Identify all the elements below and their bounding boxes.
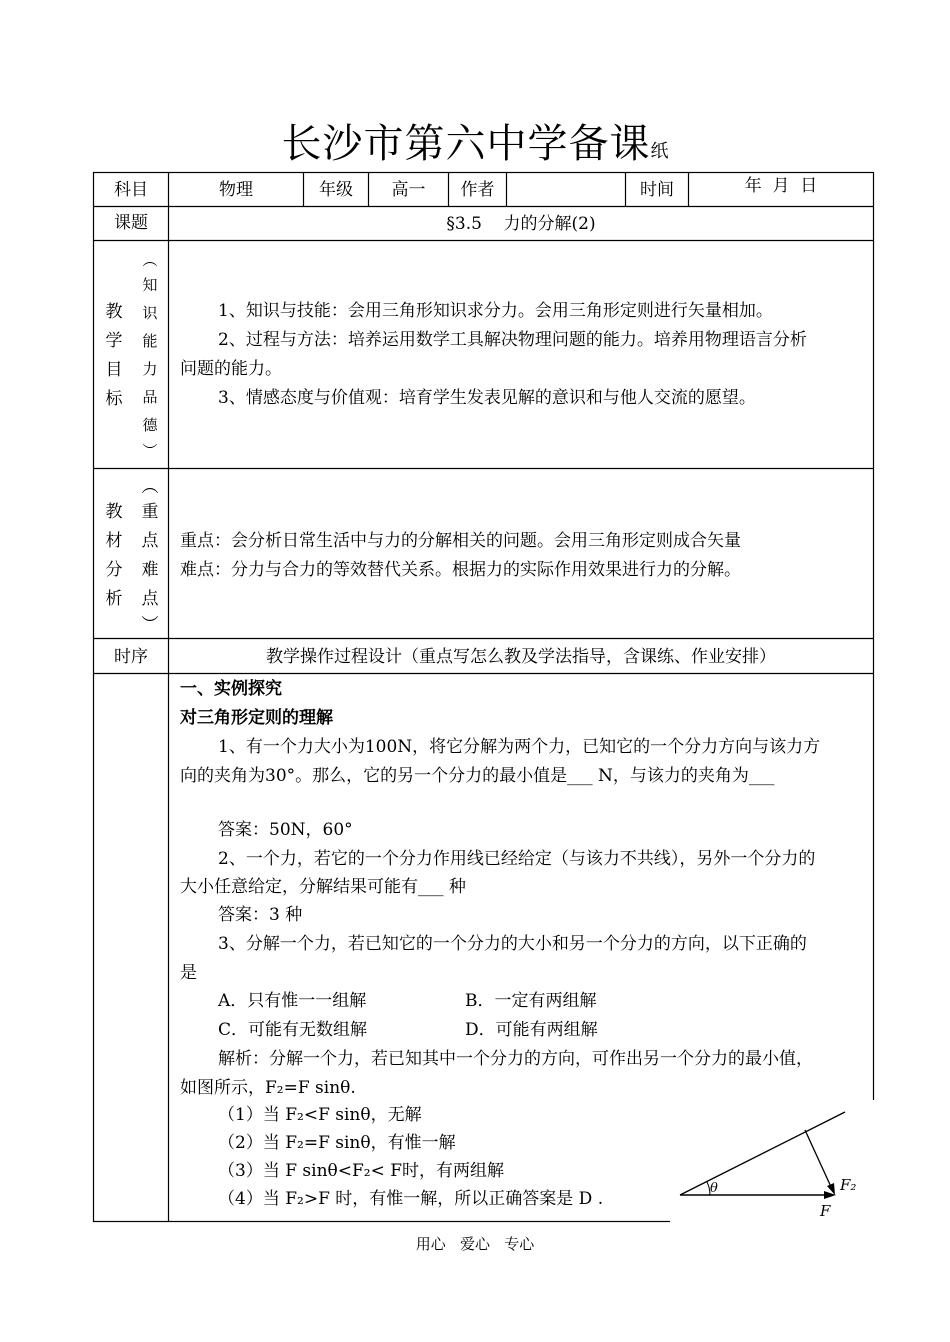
goal-attitude: 3、情感态度与价值观：培育学生发表见解的意识和与他人交流的愿望。 xyxy=(218,388,756,408)
goal-knowledge: 1、知识与技能：会用三角形知识求分力。会用三角形定则进行矢量相加。 xyxy=(218,301,773,321)
material-sub-char: 重 xyxy=(141,502,159,522)
question-2-line-2: 大小任意给定，分解结果可能有___ 种 xyxy=(180,877,466,897)
key-point: 重点：会分析日常生活中与力的分解相关的问题。会用三角形定则成合矢量 xyxy=(180,531,741,551)
goals-label-char: 目 xyxy=(105,360,123,380)
goals-sub-char: ︶ xyxy=(142,442,158,460)
material-sub-char: 难 xyxy=(141,560,159,580)
difficulty: 难点：分力与合力的等效替代关系。根据力的实际作用效果进行力的分解。 xyxy=(180,560,741,580)
option-d: D．可能有两组解 xyxy=(465,1020,598,1040)
topic-label: 课题 xyxy=(114,213,148,233)
force-diagram xyxy=(670,1100,880,1225)
section-heading: 一、实例探究 xyxy=(180,679,282,699)
material-label-char: 分 xyxy=(105,560,123,580)
goals-sub-char: 德 xyxy=(142,416,158,434)
question-1-line-2: 向的夹角为30°。那么，它的另一个分力的最小值是___ N，与该力的夹角为___ xyxy=(180,766,775,786)
section-subheading: 对三角形定则的理解 xyxy=(180,708,333,728)
page-footer: 用心 爱心 专心 xyxy=(415,1235,535,1253)
material-sub-char: ︶ xyxy=(141,615,159,635)
material-label-char: 析 xyxy=(105,589,123,609)
title-suffix: 纸 xyxy=(650,141,669,162)
case-4: （4）当 F₂>F 时，有惟一解，所以正确答案是 D . xyxy=(218,1189,604,1209)
goals-sub-char: 识 xyxy=(142,304,158,322)
time-value: 年 月 日 xyxy=(744,176,818,196)
subject-label: 科目 xyxy=(114,180,148,200)
goals-label-char: 教 xyxy=(105,302,123,322)
topic-value: §3.5 力的分解(2) xyxy=(446,214,596,234)
goals-sub-char: 品 xyxy=(142,388,158,406)
question-2-answer: 答案：3 种 xyxy=(218,905,303,925)
case-1: （1）当 F₂<F sinθ，无解 xyxy=(218,1105,422,1125)
design-label: 教学操作过程设计（重点写怎么教及学法指导，含课练、作业安排） xyxy=(266,647,776,667)
goals-label-char: 标 xyxy=(105,389,123,409)
figure-background xyxy=(670,1100,880,1225)
question-2-line-1: 2、一个力，若它的一个分力作用线已经给定（与该力不共线），另外一个分力的 xyxy=(218,849,816,869)
author-label: 作者 xyxy=(460,180,495,200)
goals-sub-char: 能 xyxy=(142,332,158,350)
goals-sub-char: 知 xyxy=(142,276,158,294)
material-sub-char: 点 xyxy=(141,531,159,551)
material-sub-char: 点 xyxy=(141,589,159,609)
option-c: C．可能有无数组解 xyxy=(218,1020,368,1040)
theta-label: θ xyxy=(710,1181,718,1196)
material-sub-char: ︵ xyxy=(141,477,159,497)
option-a: A．只有惟一一组解 xyxy=(218,991,367,1011)
time-seq-label: 时序 xyxy=(114,647,148,667)
material-label-char: 教 xyxy=(105,502,123,522)
f2-label: F₂ xyxy=(840,1176,857,1194)
question-3-line-2: 是 xyxy=(180,963,197,983)
goals-sub-char: 力 xyxy=(142,360,158,378)
goal-process-cont: 问题的能力。 xyxy=(180,359,282,379)
case-2: （2）当 F₂=F sinθ，有惟一解 xyxy=(218,1133,456,1153)
f-label: F xyxy=(820,1202,831,1220)
question-1-answer: 答案：50N，60° xyxy=(218,820,353,840)
option-b: B．一定有两组解 xyxy=(465,991,597,1011)
material-label-char: 材 xyxy=(105,531,123,551)
title-main: 长沙市第六中学备课 xyxy=(281,121,651,167)
question-1-line-1: 1、有一个力大小为100N，将它分解为两个力，已知它的一个分力方向与该力方 xyxy=(218,737,821,757)
goal-process: 2、过程与方法：培养运用数学工具解决物理问题的能力。培养用物理语言分析 xyxy=(218,330,807,350)
subject-value: 物理 xyxy=(219,180,253,200)
time-label: 时间 xyxy=(640,180,674,200)
grade-label: 年级 xyxy=(319,180,353,200)
analysis-line-2: 如图所示，F₂=F sinθ. xyxy=(180,1078,356,1098)
case-3: （3）当 F sinθ<F₂< F时，有两组解 xyxy=(218,1161,505,1181)
goals-sub-char: ︵ xyxy=(142,251,158,269)
grade-value: 高一 xyxy=(391,180,426,200)
goals-label-char: 学 xyxy=(105,331,123,351)
question-3-line-1: 3、分解一个力，若已知它的一个分力的大小和另一个分力的方向，以下正确的 xyxy=(218,934,807,954)
analysis-line-1: 解析：分解一个力，若已知其中一个分力的方向，可作出另一个分力的最小值， xyxy=(218,1049,813,1069)
